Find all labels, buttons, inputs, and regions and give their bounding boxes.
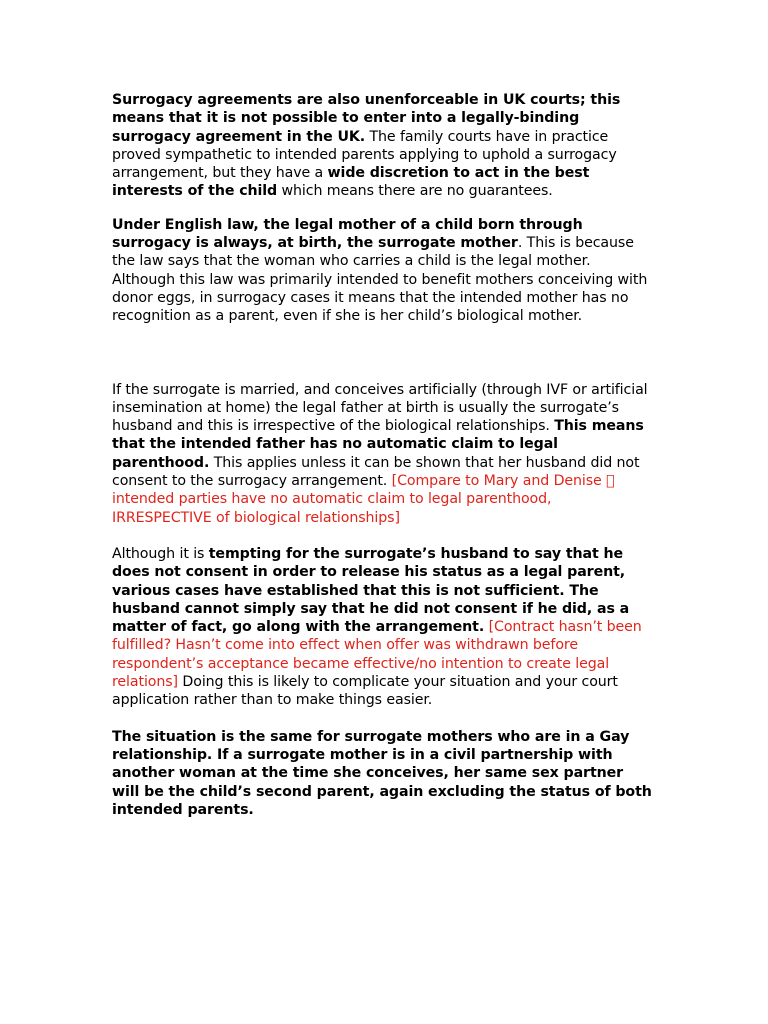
- bold-text: The situation is the same for surrogate mothers who are in a Gay relationship. If a surrogate mother is in a civil partnership with another woman at the time she conceives, her same sex partner will be the child’s second parent, again excluding the status of both intended parents.: [112, 728, 652, 818]
- document-page: [112, 91, 652, 819]
- body-text: Doing this is likely to complicate your situation and your court application rather than to make things easier.: [112, 674, 618, 709]
- bold-text: tempting for the surrogate’s husband to say that he does not consent in order to release his status as a legal parent, various cases have established that this is not sufficient. The husband cannot simply say that he did not consent if he did, as a matter of fact, go along with the arrangement.: [112, 545, 630, 636]
- paragraph-legal-mother: [112, 216, 652, 326]
- paragraph-husband-consent: [112, 545, 652, 710]
- bold-text: Under English law, the legal mother of a child born through surrogacy is always, at birth, the surrogate mother: [112, 216, 583, 252]
- body-text: Although it is: [112, 545, 209, 562]
- bold-text: Surrogacy agreements are also unenforceable in UK courts; this means that it is not possible to enter into a legally-binding surrogacy agreement in the UK.: [112, 92, 621, 145]
- body-text: which means there are no guarantees.: [277, 183, 553, 200]
- red-annotation: [Contract hasn’t been fulfilled? Hasn’t come into effect when offer was withdrawn before respondent’s acceptance became effective/no intention to create legal relations]: [112, 619, 642, 691]
- bold-text: This means that the intended father has no automatic claim to legal parenthood.: [112, 418, 644, 471]
- bold-text: wide discretion to act in the best interests of the child: [112, 165, 590, 200]
- body-text: This applies unless it can be shown that her husband did not consent to the surrogacy arrangement.: [112, 454, 640, 490]
- paragraph-legal-father: [112, 381, 652, 527]
- paragraph-unenforceable-agreements: [112, 91, 652, 201]
- body-text: If the surrogate is married, and conceives artificially (through IVF or artificial insemination at home) the legal father at birth is usually the surrogate’s husband and this is irrespective of the biological relationships.: [112, 381, 648, 435]
- body-text: The family courts have in practice proved sympathetic to intended parents applying to uphold a surrogacy arrangement, but they have a: [112, 128, 617, 182]
- body-text: . This is because the law says that the woman who carries a child is the legal mother. Although this law was primarily intended to benefit mothers conceiving with donor eggs, in surrogacy cases it means that the intended mother has no recognition as a parent, even if she is her child’s biological mother.: [112, 235, 648, 325]
- paragraph-civil-partnership: [112, 728, 652, 819]
- red-annotation: [Compare to Mary and Denise intended parties have no automatic claim to legal parenthood, IRRESPECTIVE of biological relationships]: [112, 473, 602, 526]
